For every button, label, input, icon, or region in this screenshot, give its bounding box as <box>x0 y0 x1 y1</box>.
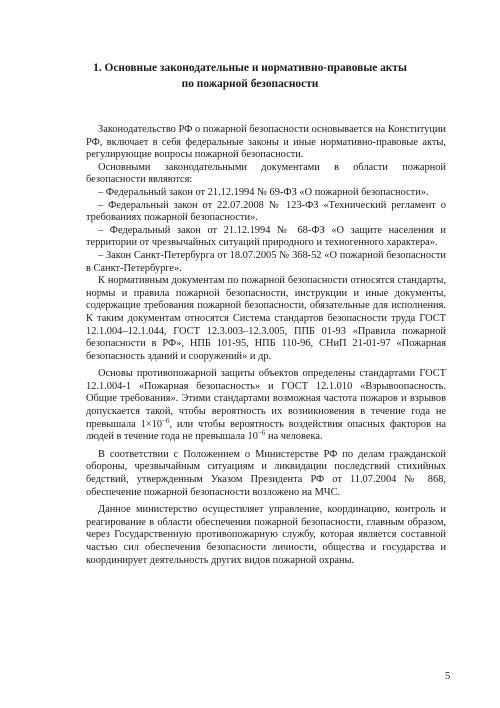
paragraph-part-c: на человека. <box>265 431 323 443</box>
list-item-law-69: – Федеральный закон от 21.12.1994 № 69-ФЗ «О пожарной безопасности». <box>98 186 429 198</box>
body-text <box>86 124 446 567</box>
paragraph-part-a: Основы противопожарной защиты объектов определены стандартами ГОСТ 12.1.004-1 «Пожарная безопасность» и ГОСТ 12.1.010 «Взрывоопасность. Общие требования». Этими стандартами возможная частота пожаров и взрывов допускается такой, чтобы вероятность их возникновения в течение года не превышала 1×10 <box>86 368 446 430</box>
heading-line-1: 1. Основные законодательные и нормативно-правовые акты <box>93 62 407 74</box>
paragraph-mchs-regulation: В соответствии с Положением о Министерстве РФ по делам гражданской обороны, чрезвычайным ситуациям и ликвидации последствий стихийных бедствий, утвержденным Указом Президента РФ от 11.07.2004 № 868, обеспечение пожарной безопасности возложено на МЧС. <box>86 448 446 498</box>
paragraph-part-b: , или чтобы вероятность воздействия опасных факторов на людей в течение года не превышала 10 <box>86 418 446 443</box>
page-number: 5 <box>445 671 451 682</box>
list-item-law-123: – Федеральный закон от 22.07.2008 № 123-ФЗ «Технический регламент о требованиях пожарной безопасности». <box>86 199 446 224</box>
paragraph-constitution: Законодательство РФ о пожарной безопасности основывается на Конституции РФ, включает в себя федеральные законы и иные нормативно-правовые акты, регулирующие вопросы пожарной безопасности. <box>86 124 446 161</box>
heading-line-2: по пожарной безопасности <box>181 78 319 90</box>
paragraph-main-documents: Основными законодательными документами в области пожарной безопасности являются: <box>86 161 446 186</box>
list-item-law-68: – Федеральный закон от 21.12.1994 № 68-ФЗ «О защите населения и территории от чрезвычайных ситуаций природного и техногенного характера». <box>86 224 446 249</box>
exponent-2: −6 <box>257 429 266 438</box>
list-item-spb-law: – Закон Санкт-Петербурга от 18.07.2005 № 368-52 «О пожарной безопасности в Санкт-Петербурге». <box>86 249 446 274</box>
section-heading <box>40 60 460 92</box>
exponent-1: −6 <box>162 416 170 425</box>
paragraph-normative-documents: К нормативным документам по пожарной безопасности относятся стандарты, нормы и правила пожарной безопасности, инструкции и иные документы, содержащие требования пожарной безопасности, обязательные для исполнения. К таким документам относятся Система стандартов безопасности труда ГОСТ 12.1.004–12.1.044, ГОСТ 12.3.003–12.3.005, ППБ 01-93 «Правила пожарной безопасности в РФ», НПБ 101-95, НПБ 110-96, СНиП 21-01-97 «Пожарная безопасность зданий и сооружений» и др. <box>86 275 446 362</box>
paragraph-ministry-duties: Данное министерство осуществляет управление, координацию, контроль и реагирование в области обеспечения пожарной безопасности, главным образом, через Государственную противопожарную службу, которая является составной частью сил обеспечения безопасности личности, общества и государства и координирует деятельность других видов пожарной охраны. <box>86 504 446 566</box>
paragraph-fire-protection-basics <box>86 368 446 444</box>
